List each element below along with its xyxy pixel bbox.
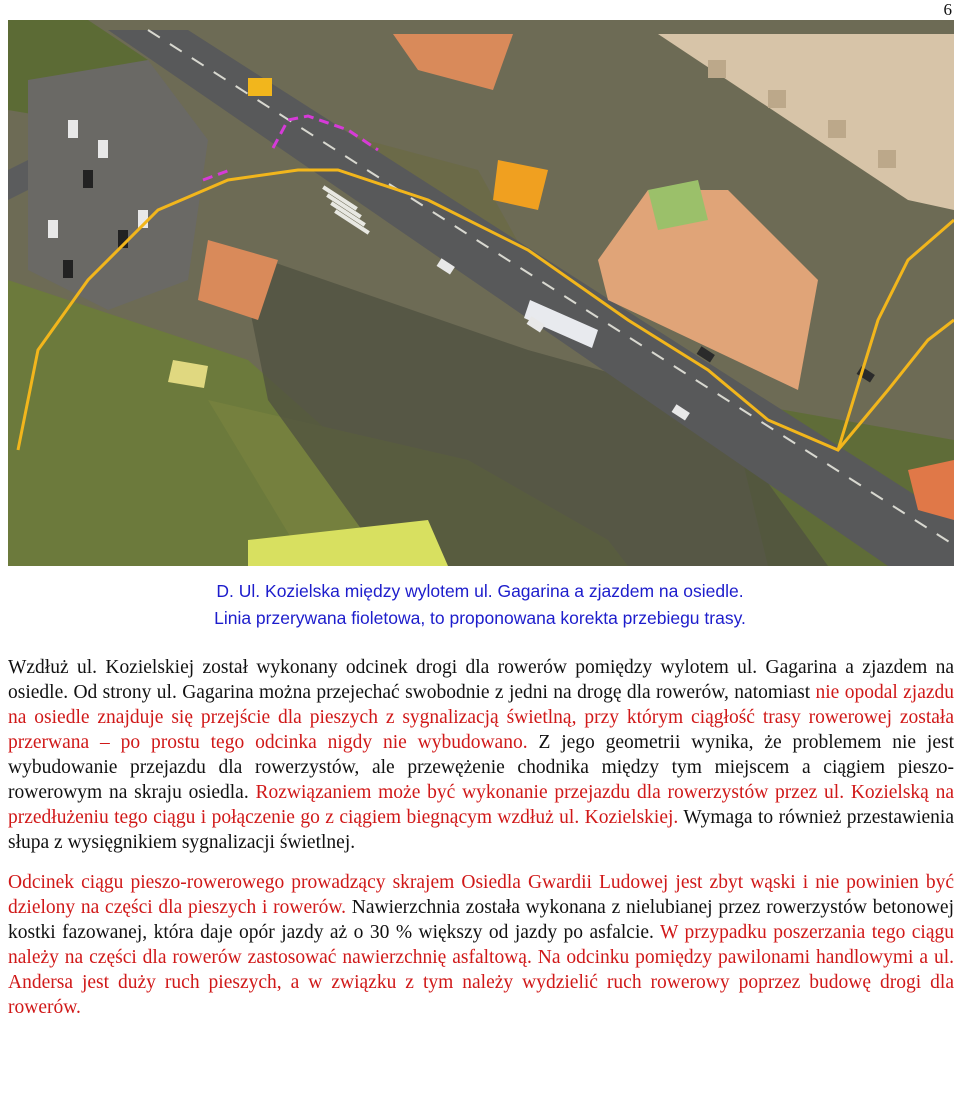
paragraph-1-highlight-a: nie opodal zjazdu na osiedle znajduje się przejście dla pieszych z sygnalizacją świetlną, przy którym ciągłość trasy rowerowej została przerwana – po prostu tego odcinka nigdy nie wybudowano. [8, 682, 955, 753]
paragraph-1-text-e: Wymaga to również przestawienia słupa z wysięgnikiem sygnalizacji świetlnej. [8, 807, 954, 853]
paragraph-1-text-c: Z jego geometrii wynika, że problemem nie jest wybudowanie przejazdu dla rowerzystów, ale przewężenie chodnika między tym miejscem a ciągiem pieszo-rowerowym na skraju osiedla. [8, 732, 954, 803]
paragraph-2-text-b: Nawierzchnia została wykonana z nielubianej przez rowerzystów betonowej kostki fazowanej, która daje opór jazdy aż o 30 % większy od jazdy po asfalcie. [8, 897, 954, 943]
paragraph-1 [8, 655, 954, 855]
paragraph-2-highlight-c: W przypadku poszerzania tego ciągu należy na części dla rowerów zastosować nawierzchnię asfaltową. Na odcinku pomiędzy pawilonami handlowymi a ul. Andersa jest duży ruch pieszych, a w związku z tym należy wydzielić ruch rowerowy poprzez budowę drogi dla rowerów. [8, 922, 955, 1018]
body-text [8, 655, 954, 1020]
page-number: 6 [943, 0, 952, 19]
paragraph-2-highlight-a: Odcinek ciągu pieszo-rowerowego prowadzący skrajem Osiedla Gwardii Ludowej jest zbyt wąski i nie powinien być dzielony na części dla pieszych i rowerów. [8, 872, 954, 918]
paragraph-1-highlight-d: Rozwiązaniem może być wykonanie przejazdu dla rowerzystów przez ul. Kozielską na przedłużeniu tego ciągu i połączenie go z ciągiem biegnącym wzdłuż ul. Kozielskiej. [8, 782, 954, 828]
paragraph-2 [8, 870, 954, 1020]
aerial-photo [8, 20, 954, 566]
caption-line-2: Linia przerywana fioletowa, to proponowana korekta przebiegu trasy. [214, 608, 746, 628]
figure-caption [0, 578, 960, 632]
caption-line-1: D. Ul. Kozielska między wylotem ul. Gagarina a zjazdem na osiedle. [216, 581, 744, 601]
paragraph-1-text-a: Wzdłuż ul. Kozielskiej został wykonany odcinek drogi dla rowerów pomiędzy wylotem ul. Gagarina a zjazdem na osiedle. Od strony ul. Gagarina można przejechać swobodnie z jedni na drogę dla rowerów, natomiast [8, 657, 954, 703]
